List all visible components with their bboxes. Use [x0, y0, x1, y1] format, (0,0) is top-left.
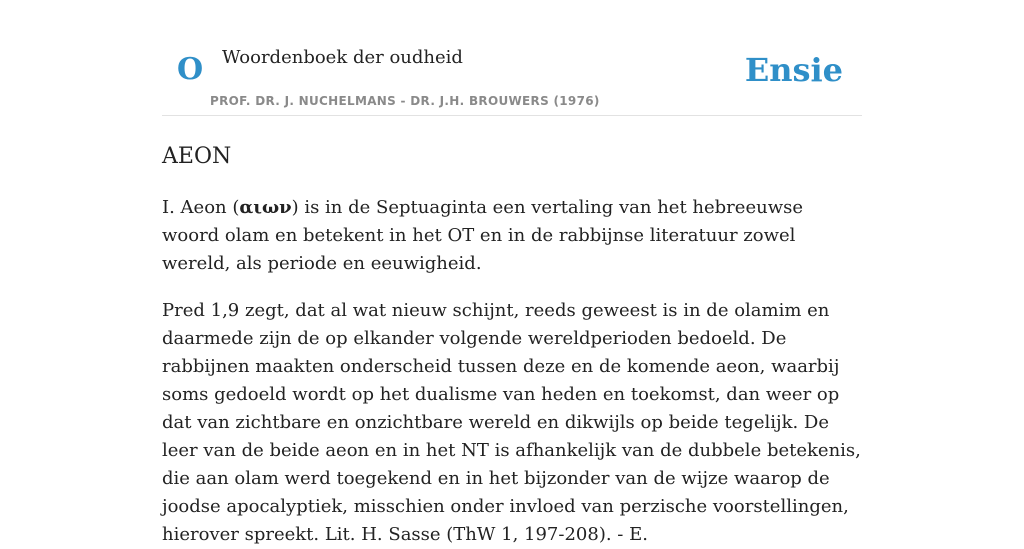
entry-paragraph-2: Pred 1,9 zegt, dat al wat nieuw schijnt, reeds geweest is in de olamim en daarmede zijn de op elkander volgende wereldperioden bedoeld. De rabbijnen maakten onderscheid tussen deze en de komende aeon, waarbij soms gedoeld wordt op het dualisme van heden en toekomst, dan weer op dat van zichtbare en onzichtbare wereld en dikwijls op beide tegelijk. De leer van de beide aeon en in het NT is afhankelijk van de dubbele betekenis, die aan olam werd toegekend en in het bijzonder van de wijze waarop de joodse apocalyptiek, misschien onder invloed van perzische voorstellingen, hierover spreekt. Lit. H. Sasse (ThW 1, 197-208). - E.	[162, 300, 861, 545]
entry-title: AEON	[162, 144, 232, 169]
paragraph-1-intro: I. Aeon (	[162, 197, 240, 218]
page	[162, 0, 862, 549]
letter-index[interactable]: O	[177, 52, 204, 87]
entry-paragraph-1	[162, 194, 862, 278]
greek-term: αιων	[239, 197, 292, 218]
header	[162, 0, 862, 116]
book-authors: PROF. DR. J. NUCHELMANS - DR. J.H. BROUWERS (1976)	[210, 94, 600, 108]
paragraph-1-text: ) is in de Septuaginta een vertaling van het hebreeuwse woord olam en betekent in het OT en in de rabbijnse literatuur zowel wereld, als periode en eeuwigheid.	[162, 197, 803, 274]
book-title[interactable]: Woordenboek der oudheid	[222, 47, 463, 68]
brand-logo[interactable]: Ensie	[744, 51, 843, 89]
